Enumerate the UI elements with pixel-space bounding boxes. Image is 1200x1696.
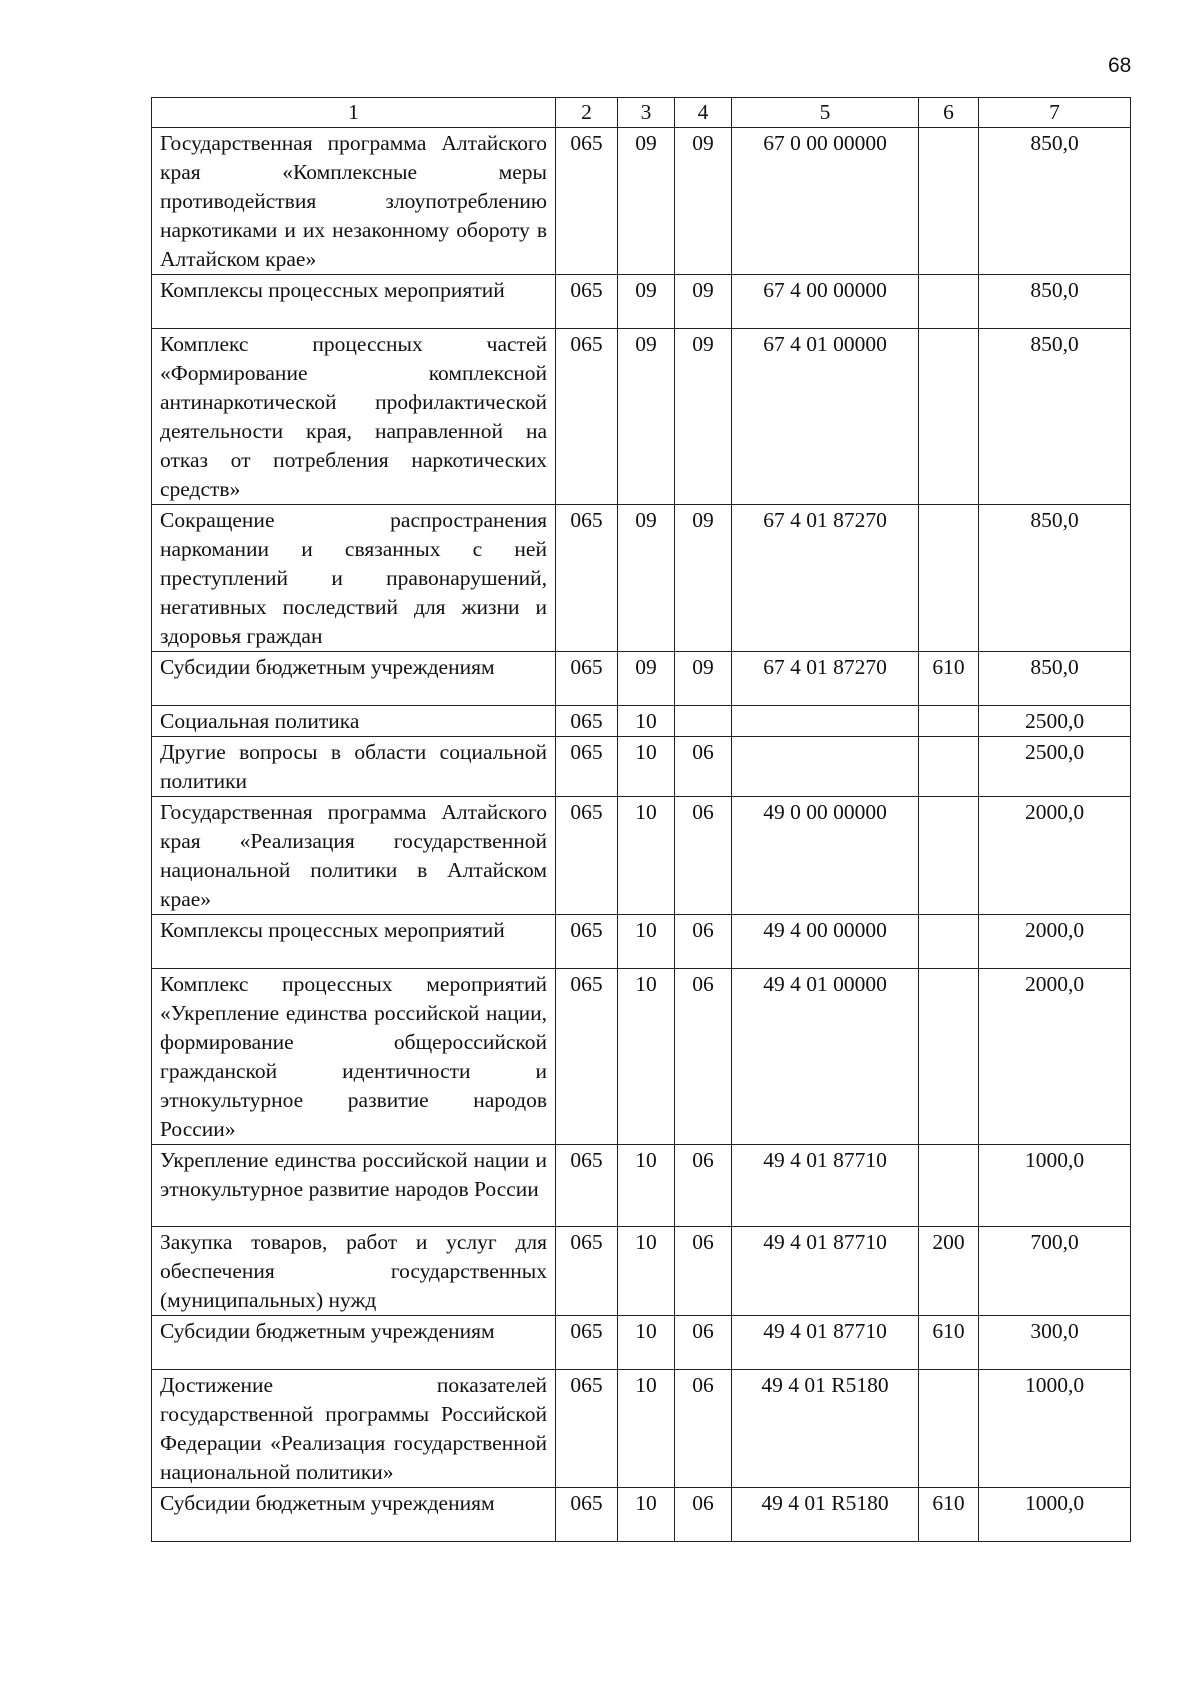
target-article-cell: 67 0 00 00000 [732,128,919,275]
subsection-cell [675,706,732,737]
expense-type-cell: 610 [919,1316,979,1370]
table-row [152,737,1131,797]
row-name-cell: Комплексы процессных мероприятий [152,915,556,969]
target-article-cell: 49 4 01 00000 [732,969,919,1145]
subsection-cell: 09 [675,329,732,505]
amount-cell: 2500,0 [979,706,1131,737]
row-name-cell: Достижение показателей государственной программы Российской Федерации «Реализация государственной национальной политики» [152,1370,556,1488]
target-article-cell: 49 4 01 87710 [732,1227,919,1316]
expense-type-cell [919,915,979,969]
table-row [152,652,1131,706]
subsection-cell: 06 [675,1488,732,1542]
table-row [152,1488,1131,1542]
row-name-cell: Государственная программа Алтайского края «Комплексные меры противодействия злоупотреблению наркотиками и их незаконному обороту в Алтайском крае» [152,128,556,275]
column-header: 1 [152,98,556,128]
table-row [152,128,1131,275]
section-cell: 09 [618,128,675,275]
target-article-cell: 67 4 01 87270 [732,652,919,706]
target-article-cell: 67 4 01 00000 [732,329,919,505]
row-name-cell: Комплексы процессных мероприятий [152,275,556,329]
subsection-cell: 09 [675,128,732,275]
section-cell: 10 [618,1145,675,1227]
table-header-row [152,98,1131,128]
expense-type-cell [919,797,979,915]
amount-cell: 850,0 [979,329,1131,505]
subsection-cell: 06 [675,1145,732,1227]
section-cell: 10 [618,706,675,737]
section-cell: 10 [618,1316,675,1370]
section-cell: 09 [618,329,675,505]
row-name-cell: Субсидии бюджетным учреждениям [152,1316,556,1370]
target-article-cell: 49 4 01 87710 [732,1316,919,1370]
expense-type-cell: 610 [919,652,979,706]
table-row [152,505,1131,652]
target-article-cell: 49 4 01 R5180 [732,1488,919,1542]
column-header: 2 [556,98,618,128]
section-cell: 10 [618,1227,675,1316]
subsection-cell: 06 [675,1316,732,1370]
expense-type-cell [919,329,979,505]
table-row [152,275,1131,329]
target-article-cell: 49 4 01 R5180 [732,1370,919,1488]
code-cell: 065 [556,275,618,329]
table-row [152,797,1131,915]
row-name-cell: Комплекс процессных мероприятий «Укрепление единства российской нации, формирование общероссийской гражданской идентичности и этнокультурное развитие народов России» [152,969,556,1145]
expense-type-cell [919,1370,979,1488]
target-article-cell: 67 4 00 00000 [732,275,919,329]
table-body [152,128,1131,1542]
amount-cell: 300,0 [979,1316,1131,1370]
section-cell: 09 [618,275,675,329]
column-header: 6 [919,98,979,128]
budget-table [151,97,1131,1542]
section-cell: 10 [618,1370,675,1488]
column-header: 3 [618,98,675,128]
code-cell: 065 [556,797,618,915]
row-name-cell: Закупка товаров, работ и услуг для обеспечения государственных (муниципальных) нужд [152,1227,556,1316]
code-cell: 065 [556,915,618,969]
column-header: 5 [732,98,919,128]
code-cell: 065 [556,329,618,505]
row-name-cell: Укрепление единства российской нации и этнокультурное развитие народов России [152,1145,556,1227]
amount-cell: 850,0 [979,505,1131,652]
row-name-cell: Государственная программа Алтайского края «Реализация государственной национальной политики в Алтайском крае» [152,797,556,915]
target-article-cell: 67 4 01 87270 [732,505,919,652]
expense-type-cell: 200 [919,1227,979,1316]
section-cell: 10 [618,969,675,1145]
amount-cell: 700,0 [979,1227,1131,1316]
expense-type-cell [919,737,979,797]
page-number: 68 [1108,54,1132,77]
column-header: 7 [979,98,1131,128]
expense-type-cell [919,128,979,275]
code-cell: 065 [556,1488,618,1542]
subsection-cell: 06 [675,915,732,969]
target-article-cell: 49 4 01 87710 [732,1145,919,1227]
target-article-cell: 49 0 00 00000 [732,797,919,915]
code-cell: 065 [556,737,618,797]
amount-cell: 2000,0 [979,969,1131,1145]
row-name-cell: Субсидии бюджетным учреждениям [152,652,556,706]
code-cell: 065 [556,1316,618,1370]
table-row [152,1370,1131,1488]
code-cell: 065 [556,1370,618,1488]
row-name-cell: Субсидии бюджетным учреждениям [152,1488,556,1542]
subsection-cell: 09 [675,275,732,329]
table-row [152,1316,1131,1370]
expense-type-cell: 610 [919,1488,979,1542]
subsection-cell: 06 [675,737,732,797]
code-cell: 065 [556,706,618,737]
section-cell: 09 [618,652,675,706]
section-cell: 10 [618,737,675,797]
code-cell: 065 [556,1227,618,1316]
amount-cell: 850,0 [979,275,1131,329]
target-article-cell [732,706,919,737]
row-name-cell: Другие вопросы в области социальной политики [152,737,556,797]
subsection-cell: 09 [675,505,732,652]
amount-cell: 1000,0 [979,1145,1131,1227]
section-cell: 10 [618,1488,675,1542]
code-cell: 065 [556,505,618,652]
code-cell: 065 [556,652,618,706]
expense-type-cell [919,1145,979,1227]
column-header: 4 [675,98,732,128]
expense-type-cell [919,969,979,1145]
table-row [152,706,1131,737]
row-name-cell: Комплекс процессных частей «Формирование комплексной антинаркотической профилактической деятельности края, направленной на отказ от потребления наркотических средств» [152,329,556,505]
target-article-cell [732,737,919,797]
code-cell: 065 [556,969,618,1145]
code-cell: 065 [556,1145,618,1227]
table-row [152,1227,1131,1316]
subsection-cell: 06 [675,969,732,1145]
table-row [152,329,1131,505]
table-row [152,969,1131,1145]
expense-type-cell [919,505,979,652]
amount-cell: 850,0 [979,652,1131,706]
expense-type-cell [919,706,979,737]
row-name-cell: Социальная политика [152,706,556,737]
amount-cell: 2500,0 [979,737,1131,797]
subsection-cell: 06 [675,1370,732,1488]
amount-cell: 1000,0 [979,1488,1131,1542]
code-cell: 065 [556,128,618,275]
section-cell: 10 [618,915,675,969]
table-row [152,1145,1131,1227]
amount-cell: 2000,0 [979,797,1131,915]
subsection-cell: 06 [675,1227,732,1316]
section-cell: 09 [618,505,675,652]
subsection-cell: 09 [675,652,732,706]
table-row [152,915,1131,969]
amount-cell: 1000,0 [979,1370,1131,1488]
amount-cell: 850,0 [979,128,1131,275]
row-name-cell: Сокращение распространения наркомании и связанных с ней преступлений и правонарушений, негативных последствий для жизни и здоровья граждан [152,505,556,652]
amount-cell: 2000,0 [979,915,1131,969]
section-cell: 10 [618,797,675,915]
subsection-cell: 06 [675,797,732,915]
expense-type-cell [919,275,979,329]
target-article-cell: 49 4 00 00000 [732,915,919,969]
